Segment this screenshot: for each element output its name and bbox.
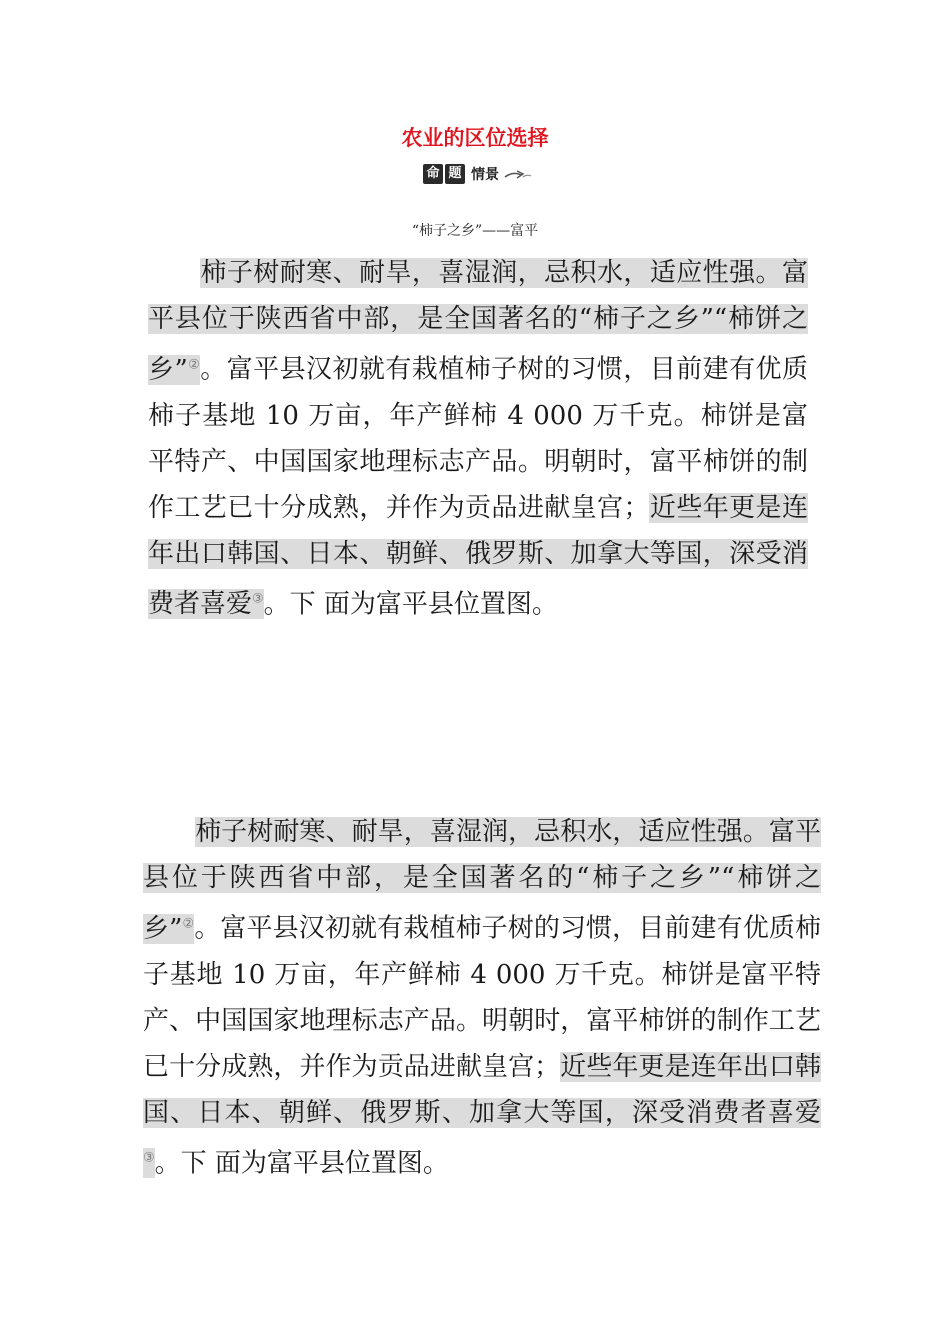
footnote-mark-3: ③ bbox=[143, 1150, 155, 1166]
footnote-mark-3: ③ bbox=[252, 591, 264, 607]
highlight-2-text: 近些年更是连年出口韩国、日本、朝鲜、俄罗斯、加拿大等国，深受消费者喜爱 bbox=[148, 492, 808, 620]
page-title: 农业的区位选择 bbox=[401, 126, 549, 150]
highlight-2-text: 近些年更是连年出口韩国、日本、朝鲜、俄罗斯、加拿大等国，深受消费者喜爱 bbox=[143, 1051, 821, 1128]
arrow-icon bbox=[503, 167, 533, 181]
subtitle: “柿子之乡”——富平 bbox=[411, 223, 539, 239]
passage-text-1: 。富平县汉初就有栽植柿子树的习惯，目前建有优质柿子基地 10 万亩，年产鲜柿 4 000 万千克。柿饼是富平特产、中国国家地理标志产品。明朝时，富平柿饼的制作工艺已十分成熟，并作为贡品进献皇宫； bbox=[143, 913, 821, 1082]
footnote-mark-2: ② bbox=[187, 357, 201, 372]
badge-label: 情景 bbox=[471, 167, 499, 183]
highlight-1-text: 柿子树耐寒、耐旱，喜湿润，忌积水，适应性强。富平县位于陕西省中部，是全国著名的“柿子之乡”“柿饼之乡” bbox=[148, 258, 808, 385]
badge-char-1: 命 bbox=[423, 164, 443, 184]
passage-2 bbox=[143, 809, 821, 1186]
footnote-mark-2: ② bbox=[182, 916, 195, 931]
section-badge bbox=[423, 163, 533, 185]
highlight-1-text: 柿子树耐寒、耐旱，喜湿润，忌积水，适应性强。富平县位于陕西省中部，是全国著名的“柿子之乡”“柿饼之乡” bbox=[143, 817, 821, 944]
passage-text-1: 。富平县汉初就有栽植柿子树的习惯，目前建有优质柿子基地 10 万亩，年产鲜柿 4 000 万千克。柿饼是富平特产、中国国家地理标志产品。明朝时，富平柿饼的制作工艺已十分成熟，并作为贡品进献皇宫； bbox=[148, 354, 808, 523]
badge-char-2: 题 bbox=[445, 164, 465, 184]
passage-text-2: 。下 面为富平县位置图。 bbox=[263, 589, 558, 620]
passage-1 bbox=[148, 250, 808, 627]
passage-text-2: 。下 面为富平县位置图。 bbox=[154, 1148, 449, 1179]
